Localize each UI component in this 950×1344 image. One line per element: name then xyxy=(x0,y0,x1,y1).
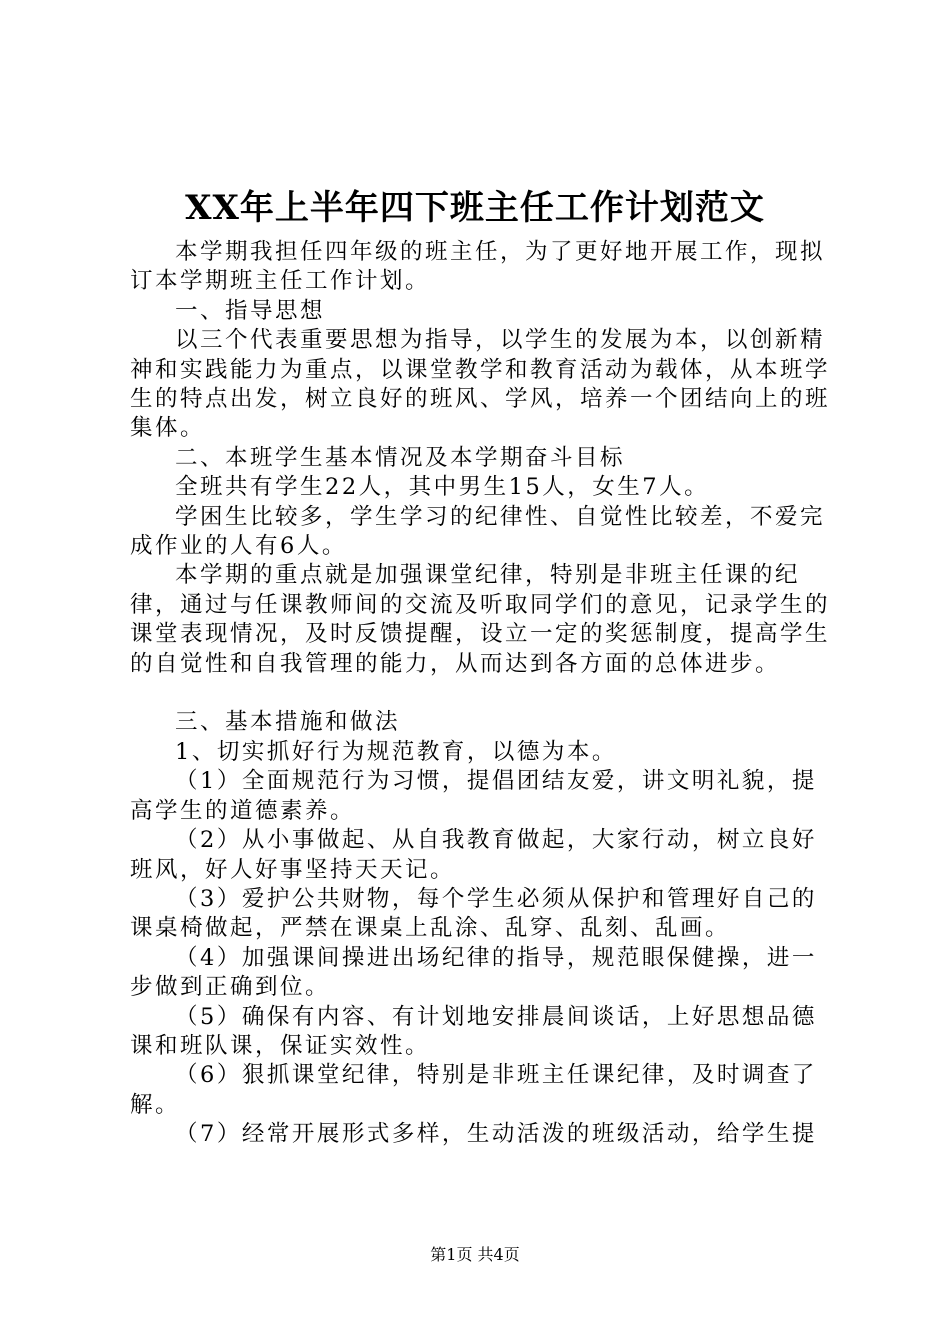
page-number: 第1页 共4页 xyxy=(430,1245,520,1264)
document-body xyxy=(130,238,830,1150)
list-item-7: （7）经常开展形式多样，生动活泼的班级活动，给学生提 xyxy=(175,1121,817,1148)
heading-guiding-ideology: 一、指导思想 xyxy=(175,297,326,324)
paragraph-struggling-students: 学困生比较多，学生学习的纪律性、自觉性比较差，不爱完成作业的人有6人。 xyxy=(130,503,826,560)
paragraph-measure-1: 1、切实抓好行为规范教育，以德为本。 xyxy=(175,738,617,765)
list-item-2: （2）从小事做起、从自我教育做起，大家行动，树立良好班风，好人好事坚持天天记。 xyxy=(130,827,817,883)
list-item-5: （5）确保有内容、有计划地安排晨间谈话，上好思想品德课和班队课，保证实效性。 xyxy=(130,1003,817,1059)
paragraph-semester-focus: 本学期的重点就是加强课堂纪律，特别是非班主任课的纪律，通过与任课教师间的交流及听取同学们的意见，记录学生的课堂表现情况，及时反馈提醒，设立一定的奖惩制度，提高学生的自觉性和自我管理的能力，从而达到各方面的总体进步。 xyxy=(130,562,831,677)
document-title: XX年上半年四下班主任工作计划范文 xyxy=(185,188,765,228)
list-item-3: （3）爱护公共财物，每个学生必须从保护和管理好自己的课桌椅做起，严禁在课桌上乱涂、乱穿、乱刻、乱画。 xyxy=(130,885,817,942)
list-item-1: （1）全面规范行为习惯，提倡团结友爱，讲文明礼貌，提高学生的道德素养。 xyxy=(130,768,817,824)
paragraph-student-count: 全班共有学生22人，其中男生15人，女生7人。 xyxy=(175,474,710,501)
list-item-4: （4）加强课间操进出场纪律的指导，规范眼保健操，进一步做到正确到位。 xyxy=(130,944,817,1001)
heading-class-situation: 二、本班学生基本情况及本学期奋斗目标 xyxy=(175,444,626,471)
paragraph-guiding-ideology: 以三个代表重要思想为指导，以学生的发展为本，以创新精神和实践能力为重点，以课堂教学和教育活动为载体，从本班学生的特点出发，树立良好的班风、学风，培养一个团结向上的班集体。 xyxy=(130,327,831,442)
paragraph-intro: 本学期我担任四年级的班主任，为了更好地开展工作，现拟订本学期班主任工作计划。 xyxy=(130,239,826,295)
heading-measures: 三、基本措施和做法 xyxy=(175,709,401,736)
list-item-6: （6）狠抓课堂纪律，特别是非班主任课纪律，及时调查了解。 xyxy=(130,1062,817,1118)
